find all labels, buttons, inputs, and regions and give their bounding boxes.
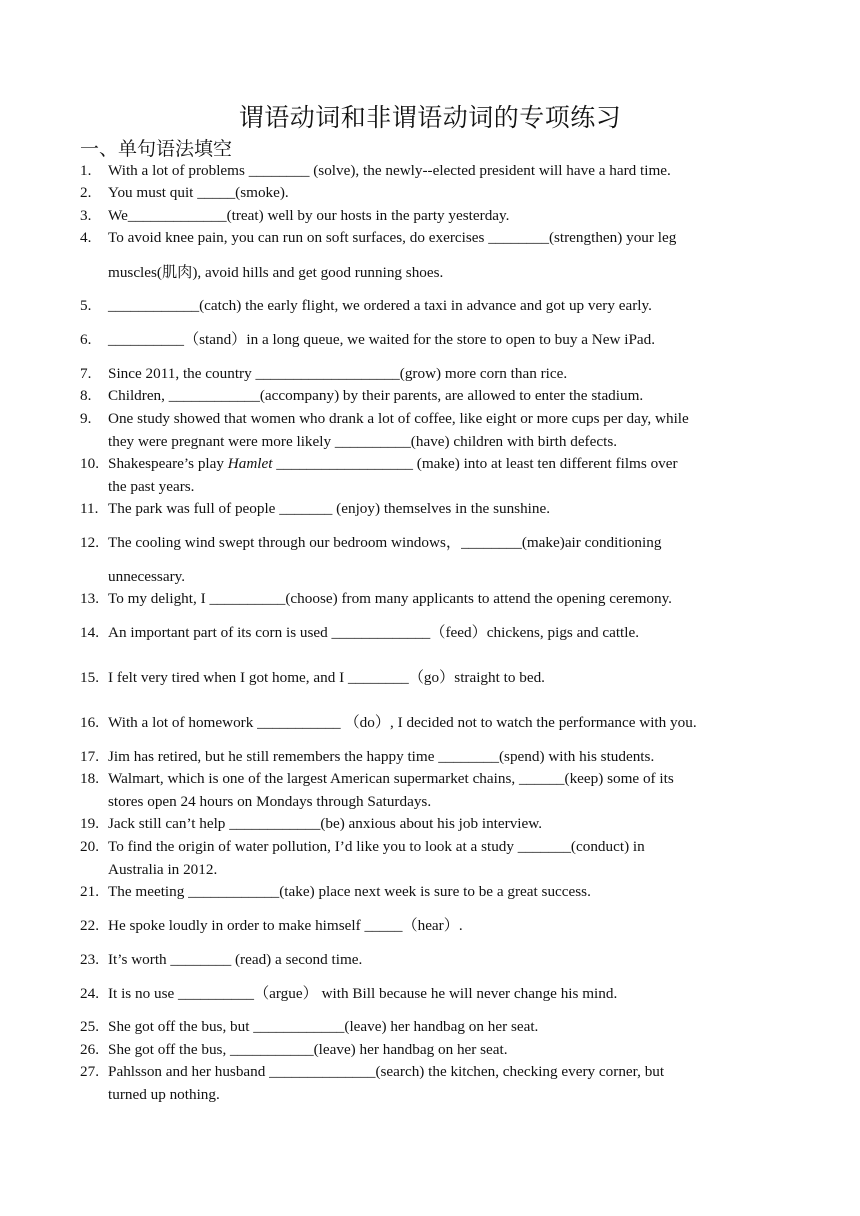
question-number: 2. bbox=[80, 184, 92, 201]
question-text: Pahlsson and her husband ______________(search) the kitchen, checking every corner, but bbox=[108, 1063, 665, 1080]
question-number: 3. bbox=[80, 207, 92, 224]
question-number: 6. bbox=[80, 331, 92, 348]
question-number: 20. bbox=[80, 838, 99, 855]
question-number: 9. bbox=[80, 410, 92, 427]
question-number: 16. bbox=[80, 714, 99, 731]
question-number: 18. bbox=[80, 770, 99, 787]
question-number: 25. bbox=[80, 1018, 99, 1035]
question-number: 17. bbox=[80, 748, 99, 765]
question-text: I felt very tired when I got home, and I ________（go）straight to bed. bbox=[108, 669, 545, 686]
question-text: He spoke loudly in order to make himself _____（hear）. bbox=[108, 917, 463, 934]
question-number: 24. bbox=[80, 985, 99, 1002]
section-heading: 一、单句语法填空 bbox=[80, 138, 233, 160]
question-text: It is no use __________（argue） with Bill because he will never change his mind. bbox=[108, 985, 618, 1002]
question-number: 26. bbox=[80, 1041, 99, 1058]
question-text: One study showed that women who drank a lot of coffee, like eight or more cups per day, while bbox=[108, 410, 689, 427]
question-text: She got off the bus, ___________(leave) her handbag on her seat. bbox=[108, 1041, 508, 1058]
question-text: To my delight, I __________(choose) from many applicants to attend the opening ceremony. bbox=[108, 590, 672, 607]
question-text: With a lot of problems ________ (solve), the newly--elected president will have a hard time. bbox=[108, 162, 671, 179]
question-text-continued: turned up nothing. bbox=[108, 1085, 220, 1103]
question-number: 7. bbox=[80, 365, 92, 382]
question-number: 23. bbox=[80, 951, 99, 968]
question-text-continued: they were pregnant were more likely __________(have) children with birth defects. bbox=[108, 432, 618, 450]
question-number: 19. bbox=[80, 815, 99, 832]
question-text-continued: muscles(肌肉), avoid hills and get good running shoes. bbox=[108, 263, 444, 281]
question-text: She got off the bus, but ____________(leave) her handbag on her seat. bbox=[108, 1018, 539, 1035]
question-number: 1. bbox=[80, 162, 92, 179]
question-number: 15. bbox=[80, 669, 99, 686]
question-text: ____________(catch) the early flight, we ordered a taxi in advance and got up very early. bbox=[108, 297, 652, 314]
question-text: You must quit _____(smoke). bbox=[108, 184, 289, 201]
question-text: The cooling wind swept through our bedroom windows，________(make)air conditioning bbox=[108, 534, 662, 551]
question-text-continued: stores open 24 hours on Mondays through Saturdays. bbox=[108, 792, 432, 810]
question-text-continued: Australia in 2012. bbox=[108, 860, 218, 878]
question-number: 14. bbox=[80, 624, 99, 641]
question-text: Children, ____________(accompany) by their parents, are allowed to enter the stadium. bbox=[108, 387, 644, 404]
question-text: Jack still can’t help ____________(be) anxious about his job interview. bbox=[108, 815, 543, 832]
question-number: 27. bbox=[80, 1063, 99, 1080]
question-text-continued: the past years. bbox=[108, 477, 195, 495]
question-number: 21. bbox=[80, 883, 99, 900]
question-text: Walmart, which is one of the largest American supermarket chains, ______(keep) some of its bbox=[108, 770, 674, 787]
question-number: 22. bbox=[80, 917, 99, 934]
question-text: __________（stand）in a long queue, we waited for the store to open to buy a New iPad. bbox=[108, 331, 656, 348]
question-number: 13. bbox=[80, 590, 99, 607]
question-text: The meeting ____________(take) place next week is sure to be a great success. bbox=[108, 883, 591, 900]
question-text: To avoid knee pain, you can run on soft surfaces, do exercises ________(strengthen) your leg bbox=[108, 229, 677, 246]
question-number: 5. bbox=[80, 297, 92, 314]
question-number: 11. bbox=[80, 500, 99, 517]
question-number: 8. bbox=[80, 387, 92, 404]
question-text: It’s worth ________ (read) a second time. bbox=[108, 951, 363, 968]
question-text: Shakespeare’s play Hamlet __________________ (make) into at least ten different films over bbox=[108, 455, 678, 472]
question-text: We_____________(treat) well by our hosts in the party yesterday. bbox=[108, 207, 510, 224]
question-number: 12. bbox=[80, 534, 99, 551]
question-text: An important part of its corn is used _____________（feed）chickens, pigs and cattle. bbox=[108, 624, 640, 641]
question-text-continued: unnecessary. bbox=[108, 567, 186, 585]
page-title: 谓语动词和非谓语动词的专项练习 bbox=[238, 103, 622, 132]
question-text: With a lot of homework ___________ （do）, I decided not to watch the performance with you. bbox=[108, 714, 697, 731]
question-text: To find the origin of water pollution, I’d like you to look at a study _______(conduct) in bbox=[108, 838, 645, 855]
question-text: The park was full of people _______ (enjoy) themselves in the sunshine. bbox=[108, 500, 551, 517]
question-text: Jim has retired, but he still remembers the happy time ________(spend) with his students. bbox=[108, 748, 655, 765]
question-number: 4. bbox=[80, 229, 92, 246]
question-text: Since 2011, the country ___________________(grow) more corn than rice. bbox=[108, 365, 568, 382]
question-number: 10. bbox=[80, 455, 99, 472]
play-title: Hamlet bbox=[227, 455, 273, 472]
